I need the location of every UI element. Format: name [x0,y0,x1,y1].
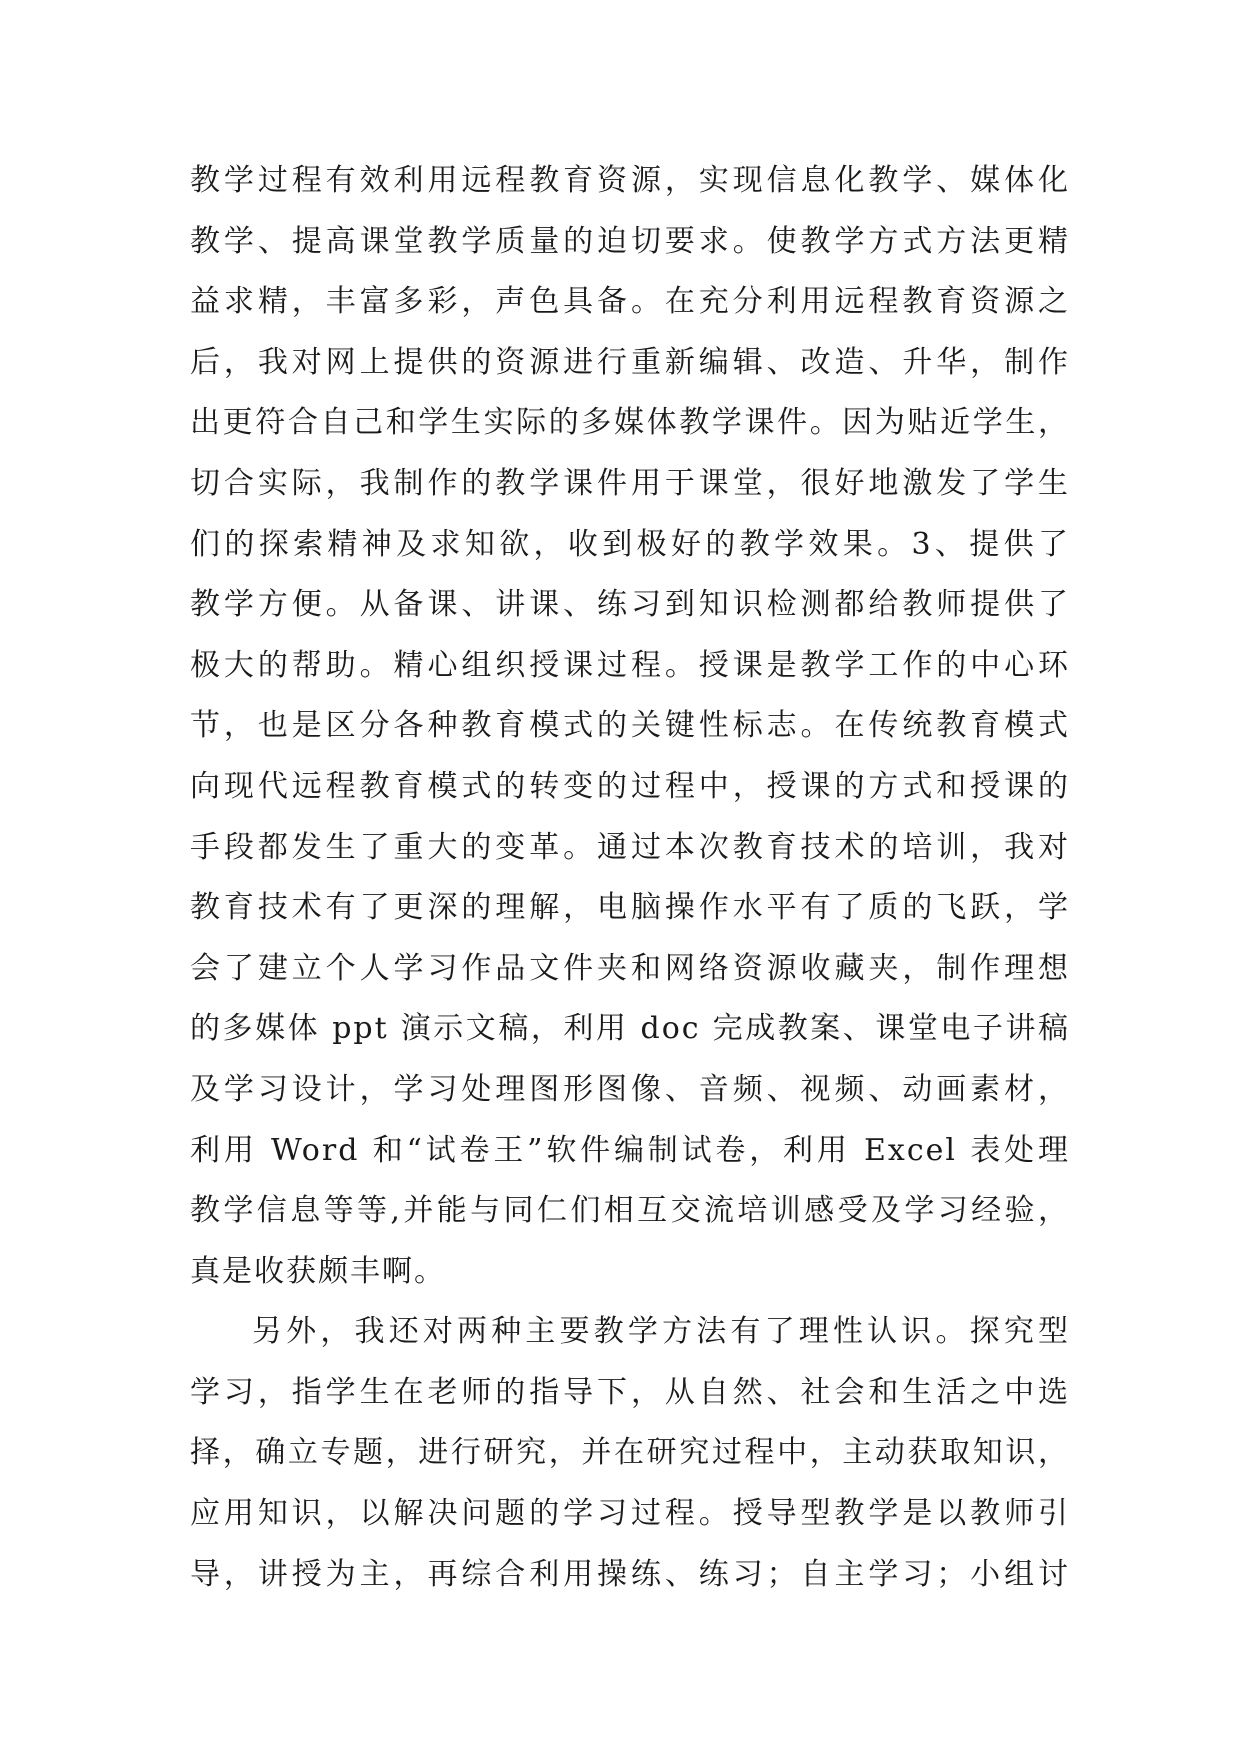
text-line: 出更符合自己和学生实际的多媒体教学课件。因为贴近学生， [190,405,1070,441]
text-line: 利用 Word 和“试卷王”软件编制试卷，利用 Excel 表处理 [190,1132,1070,1168]
text-line: 益求精，丰富多彩，声色具备。在充分利用远程教育资源之 [190,284,1070,320]
text-line: 们的探索精神及求知欲，收到极好的教学效果。3、提供了 [190,526,1070,562]
body-text [190,160,1070,1614]
text-line: 真是收获颇丰啊。 [190,1253,446,1289]
text-line: 手段都发生了重大的变革。通过本次教育技术的培训，我对 [190,829,1070,865]
text-line: 的多媒体 ppt 演示文稿，利用 doc 完成教案、课堂电子讲稿 [190,1011,1070,1047]
text-line: 教学过程有效利用远程教育资源，实现信息化教学、媒体化 [190,163,1070,198]
paragraph-1 [190,160,1070,1292]
text-line: 教学方便。从备课、讲课、练习到知识检测都给教师提供了 [190,587,1070,623]
text-line: 及学习设计，学习处理图形图像、音频、视频、动画素材， [190,1071,1070,1107]
text-line: 教育技术有了更深的理解，电脑操作水平有了质的飞跃，学 [190,890,1070,926]
text-line: 后，我对网上提供的资源进行重新编辑、改造、升华，制作 [190,344,1070,380]
text-line: 极大的帮助。精心组织授课过程。授课是教学工作的中心环 [190,647,1070,683]
text-line: 另外，我还对两种主要教学方法有了理性认识。探究型 [252,1314,1070,1350]
text-line: 择，确立专题，进行研究，并在研究过程中，主动获取知识， [190,1435,1070,1471]
text-line: 教学信息等等,并能与同仁们相互交流培训感受及学习经验， [190,1193,1070,1229]
text-line: 教学、提高课堂教学质量的迫切要求。使教学方式方法更精 [190,223,1070,259]
text-line: 学习，指学生在老师的指导下，从自然、社会和生活之中选 [190,1374,1070,1410]
text-line: 切合实际，我制作的教学课件用于课堂，很好地激发了学生 [190,465,1070,501]
text-line: 应用知识，以解决问题的学习过程。授导型教学是以教师引 [190,1496,1070,1532]
paragraph-2 [190,1311,1070,1594]
text-line: 向现代远程教育模式的转变的过程中，授课的方式和授课的 [190,768,1070,804]
text-line: 会了建立个人学习作品文件夹和网络资源收藏夹，制作理想 [190,950,1070,986]
text-line: 导，讲授为主，再综合利用操练、练习；自主学习；小组讨 [190,1556,1070,1592]
text-line: 节，也是区分各种教育模式的关键性标志。在传统教育模式 [190,708,1070,744]
